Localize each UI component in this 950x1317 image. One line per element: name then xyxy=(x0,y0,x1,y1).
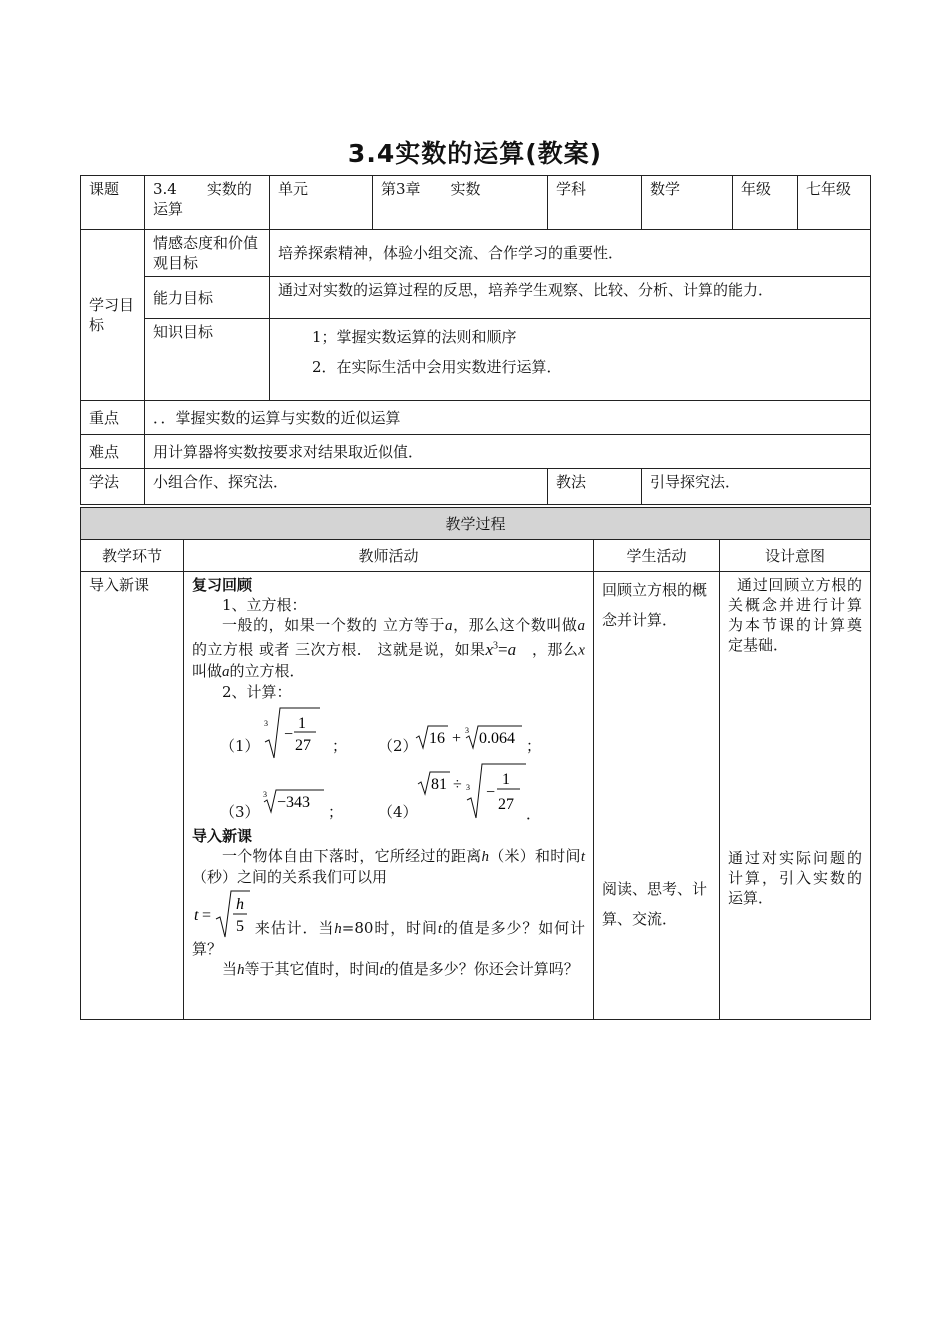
difficulty-label: 难点 xyxy=(81,435,145,469)
teaching-process-table xyxy=(80,507,871,1020)
knowledge-goal-list xyxy=(270,319,871,401)
svg-text:t: t xyxy=(194,906,199,924)
design-intent-2: 通过对实际问题的计算，引入实数的运算． xyxy=(728,849,863,907)
col-student: 学生活动 xyxy=(594,540,720,572)
col-stage: 教学环节 xyxy=(81,540,184,572)
var-h: h xyxy=(237,961,245,978)
grade-label: 年级 xyxy=(733,176,798,230)
learn-method-text: 小组合作、探究法． xyxy=(145,469,548,505)
item-2: 2、计算： xyxy=(222,682,292,701)
def-part: 一般的，如果一个数的 立方等于 xyxy=(222,616,446,634)
intro-part: 的值是多少？如何计算？ xyxy=(192,918,585,958)
svg-text:3: 3 xyxy=(264,718,268,728)
ex4-label: （4） xyxy=(378,802,418,821)
unit-label: 单元 xyxy=(270,176,373,230)
intro-part: 来估计．当 xyxy=(254,918,335,937)
svg-text:1: 1 xyxy=(502,770,510,788)
ex3-label: （3） xyxy=(220,802,260,821)
lesson-info-table xyxy=(80,175,871,505)
var-a: a xyxy=(222,663,230,680)
unit-value: 第3章 实数 xyxy=(373,176,548,230)
var-h: h xyxy=(334,920,342,937)
cube-root-definition xyxy=(192,615,585,682)
topic-label: 课题 xyxy=(81,176,145,230)
intro-part: =80时，时间 xyxy=(341,918,438,937)
svg-text:3: 3 xyxy=(263,789,267,799)
intro-part: 一个物体自由下落时，它所经过的距离 xyxy=(222,846,482,865)
ex1-label: （1） xyxy=(220,736,260,755)
def-part: 的立方根 或者 三次方根． 这就是说，如果 xyxy=(192,640,486,659)
col-teacher: 教师活动 xyxy=(184,540,594,572)
var-a: a xyxy=(445,618,453,634)
key-point-text: ．．掌握实数的运算与实数的近似运算 xyxy=(145,401,871,435)
page-title: 3.4实数的运算(教案) xyxy=(347,139,603,168)
item-1: 1、立方根： xyxy=(222,596,307,614)
subject-label: 学科 xyxy=(548,176,642,230)
svg-text:5: 5 xyxy=(236,917,244,935)
ex2-label: （2） xyxy=(378,736,418,755)
def-part: 的立方根． xyxy=(229,661,305,680)
knowledge-item: 1；掌握实数运算的法则和顺序 xyxy=(312,328,517,346)
knowledge-item: 2．在实际生活中会用实数进行运算． xyxy=(312,358,562,376)
student-activity-2: 阅读、思考、计算、交流． xyxy=(602,880,708,928)
intro-paragraph-3 xyxy=(192,959,585,980)
svg-text:1: 1 xyxy=(298,714,306,732)
svg-text:3: 3 xyxy=(465,725,469,735)
var-t: t xyxy=(379,961,384,978)
svg-text:−343: −343 xyxy=(277,793,311,811)
intro-part: （秒）之间的关系我们可以用 xyxy=(192,867,388,886)
svg-text:+: + xyxy=(452,729,462,747)
def-part: ，那么 xyxy=(531,640,579,659)
free-fall-formula xyxy=(192,887,254,939)
var-t: t xyxy=(580,848,585,865)
intro-paragraph-1 xyxy=(192,846,585,887)
def-part: 叫做 xyxy=(192,661,223,680)
ex1-formula xyxy=(262,704,322,760)
teach-method-text: 引导探究法． xyxy=(642,469,871,505)
ex-sep: ； xyxy=(526,736,542,755)
ability-goal-text: 通过对实数的运算过程的反思，培养学生观察、比较、分析、计算的能力． xyxy=(270,277,871,319)
emotion-goal-label: 情感态度和价值观目标 xyxy=(145,230,270,277)
svg-text:81: 81 xyxy=(431,775,447,793)
emotion-goal-text: 培养探索精神，体验小组交流、合作学习的重要性． xyxy=(270,230,871,277)
learn-method-label: 学法 xyxy=(81,469,145,505)
difficulty-text: 用计算器将实数按要求对结果取近似值． xyxy=(145,435,871,469)
ability-goal-label: 能力目标 xyxy=(145,277,270,319)
ex-sep: ； xyxy=(328,802,344,821)
goals-label: 学习目标 xyxy=(81,230,145,401)
exercise-row-1 xyxy=(192,702,585,760)
formula-x3-a: $x^3=a$ xyxy=(485,639,517,659)
teacher-activity-cell xyxy=(184,572,594,1020)
svg-text:−: − xyxy=(284,725,294,743)
svg-text:27: 27 xyxy=(498,795,514,813)
ex2-formula xyxy=(414,722,534,752)
svg-text:16: 16 xyxy=(429,729,445,747)
svg-text:h: h xyxy=(236,895,244,913)
var-x: x xyxy=(578,642,585,659)
var-a: a xyxy=(577,618,585,634)
intro-part: （米）和时间 xyxy=(488,846,581,865)
subject-value: 数学 xyxy=(642,176,733,230)
intro-heading: 导入新课 xyxy=(192,826,253,845)
svg-text:3: 3 xyxy=(466,782,470,792)
exercise-row-2 xyxy=(192,760,585,826)
stage-cell: 导入新课 xyxy=(81,572,184,1020)
intro-part: 当 xyxy=(222,959,238,978)
def-part: ，那么这个数叫做 xyxy=(452,616,578,634)
svg-text:=: = xyxy=(202,906,212,924)
svg-text:÷: ÷ xyxy=(453,775,462,793)
intro-part: 的值是多少？你还会计算吗？ xyxy=(383,959,579,978)
teach-method-label: 教法 xyxy=(548,469,642,505)
var-t: t xyxy=(437,920,443,937)
topic-value: 3.4 实数的运算 xyxy=(145,176,270,230)
intro-part: 等于其它值时，时间 xyxy=(244,959,380,978)
student-activity-cell xyxy=(594,572,720,1020)
knowledge-goal-label: 知识目标 xyxy=(145,319,270,401)
ex4-formula xyxy=(416,760,536,820)
svg-text:0.064: 0.064 xyxy=(479,729,515,747)
design-intent-1: 通过回顾立方根的关概念并进行计算为本节课的计算奠定基础． xyxy=(728,576,863,654)
design-intent-cell xyxy=(720,572,871,1020)
process-header: 教学过程 xyxy=(81,508,871,540)
var-h: h xyxy=(481,848,489,865)
grade-value: 七年级 xyxy=(798,176,871,230)
col-design: 设计意图 xyxy=(720,540,871,572)
key-point-label: 重点 xyxy=(81,401,145,435)
intro-paragraph-2 xyxy=(192,887,585,959)
student-activity-1: 回顾立方根的概念并计算． xyxy=(602,581,708,629)
ex-end: ． xyxy=(526,804,542,823)
review-heading: 复习回顾 xyxy=(192,576,253,594)
svg-text:27: 27 xyxy=(295,736,311,754)
svg-text:−: − xyxy=(486,783,496,801)
ex3-formula xyxy=(260,786,330,816)
ex-sep: ； xyxy=(332,736,348,755)
